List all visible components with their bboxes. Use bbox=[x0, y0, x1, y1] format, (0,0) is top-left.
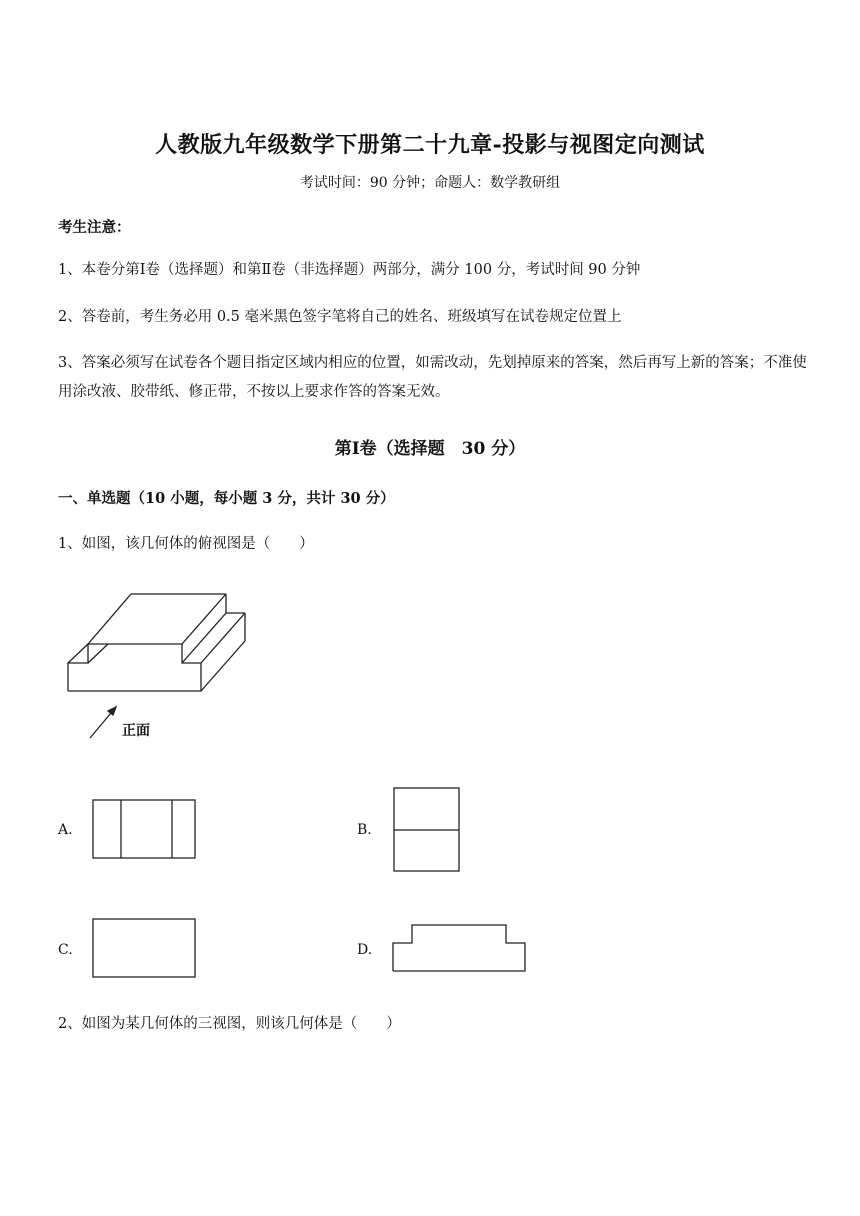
option-b-label[interactable]: B. bbox=[357, 822, 372, 838]
notice-heading: 考生注意： bbox=[58, 219, 131, 236]
question-2-text: 2、如图为某几何体的三视图，则该几何体是（ ） bbox=[58, 1016, 401, 1032]
section-title: 第Ⅰ卷（选择题 30 分） bbox=[334, 439, 526, 459]
exam-subtitle: 考试时间：90 分钟；命题人：数学教研组 bbox=[299, 175, 561, 191]
front-label: 正面 bbox=[122, 723, 150, 739]
question-1-text: 1、如图，该几何体的俯视图是（ ） bbox=[58, 536, 314, 552]
option-a-label[interactable]: A. bbox=[58, 822, 73, 838]
notice-item: 1、本卷分第Ⅰ卷（选择题）和第Ⅱ卷（非选择题）两部分，满分 100 分，考试时间 90 分钟 bbox=[58, 262, 641, 278]
part-heading: 一、单选题（10 小题，每小题 3 分，共计 30 分） bbox=[58, 490, 395, 507]
exam-title: 人教版九年级数学下册第二十九章-投影与视图定向测试 bbox=[155, 132, 705, 158]
option-c-label[interactable]: C. bbox=[58, 942, 73, 958]
option-d-label[interactable]: D. bbox=[357, 942, 373, 958]
notice-item: 3、答案必须写在试卷各个题目指定区域内相应的位置，如需改动，先划掉原来的答案，然后再写上新的答案；不准使用涂改液、胶带纸、修正带，不按以上要求作答的答案无效。 bbox=[58, 355, 807, 400]
notice-item: 2、答卷前，考生务必用 0.5 毫米黑色签字笔将自己的姓名、班级填写在试卷规定位置上 bbox=[58, 309, 622, 325]
